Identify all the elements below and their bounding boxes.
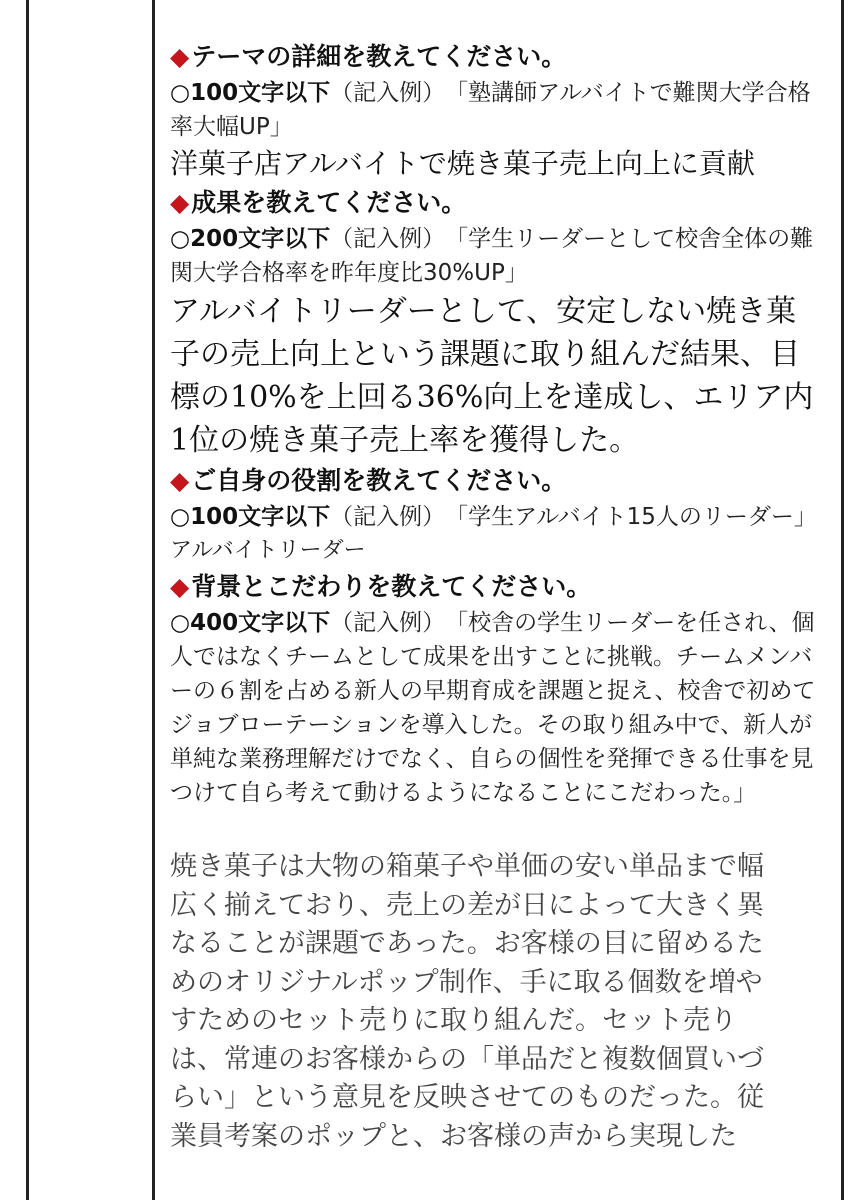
- answer-background-essay: [170, 848, 830, 1156]
- section-heading-role: ◆ご自身の役割を教えてください。: [170, 466, 567, 495]
- answer-role: アルバイトリーダー: [170, 538, 366, 563]
- column-divider: [152, 0, 155, 1200]
- spacer: [170, 810, 830, 848]
- red-diamond-icon: ◆: [170, 188, 190, 217]
- section-heading-background: ◆背景とこだわりを教えてください。: [170, 572, 592, 601]
- answer-theme: 洋菓子店アルバイトで焼き菓子売上向上に貢献: [170, 147, 755, 180]
- essay-line: 広く揃えており、売上の差が日によって大きく異: [170, 889, 764, 921]
- essay-line: 焼き菓子は大物の箱菓子や単価の安い単品まで幅: [170, 851, 764, 882]
- answer-line: 1位の焼き菓子売上率を獲得した。: [170, 423, 640, 458]
- section-spec-background: ○400文字以下（記入例） 「校舎の学生リーダーを任され、個人ではなくチームとして成果を出すことに挑戦。チームメンバーの６割を占める新人の早期育成を課題と捉え、校舎で初めてジョブローテーションを導入した。その取り組み中で、新人が単純な業務理解だけでなく、自らの個性を発揮できる仕事を見つけて自ら考えて動けるようになることにこだわった。」: [170, 610, 816, 806]
- essay-line: らい」という意見を反映させてのものだった。従: [170, 1082, 764, 1113]
- red-diamond-icon: ◆: [170, 466, 190, 495]
- section-spec-theme: ○100文字以下（記入例） 「塾講師アルバイトで難関大学合格率大幅UP」: [170, 80, 811, 140]
- essay-line: 業員考案のポップと、お客様の声から実現した: [170, 1120, 737, 1152]
- section-spec-result: ○200文字以下（記入例） 「学生リーダーとして校舎全体の難関大学合格率を昨年度比30%UP」: [170, 226, 814, 286]
- red-diamond-icon: ◆: [170, 42, 190, 71]
- essay-line: なることが課題であった。お客様の目に留めるた: [170, 928, 764, 959]
- essay-line: めのオリジナルポップ制作、手に取る個数を増や: [170, 966, 763, 998]
- answer-line: アルバイトリーダーとして、安定しない焼き菓: [170, 294, 797, 329]
- section-spec-role: ○100文字以下（記入例） 「学生アルバイト15人のリーダー」: [170, 504, 817, 530]
- form-content: [170, 38, 830, 1156]
- section-heading-result: ◆成果を教えてください。: [170, 188, 467, 217]
- essay-line: すためのセット売りに取り組んだ。セット売り: [170, 1005, 737, 1036]
- answer-line: 標の10%を上回る36%向上を達成し、エリア内: [170, 380, 814, 415]
- red-diamond-icon: ◆: [170, 572, 190, 601]
- answer-line: 子の売上向上という課題に取り組んだ結果、目: [170, 337, 800, 372]
- answer-result: [170, 290, 830, 462]
- essay-line: は、常連のお客様からの「単品だと複数個買いづ: [170, 1043, 764, 1075]
- section-heading-theme: ◆テーマの詳細を教えてください。: [170, 42, 567, 71]
